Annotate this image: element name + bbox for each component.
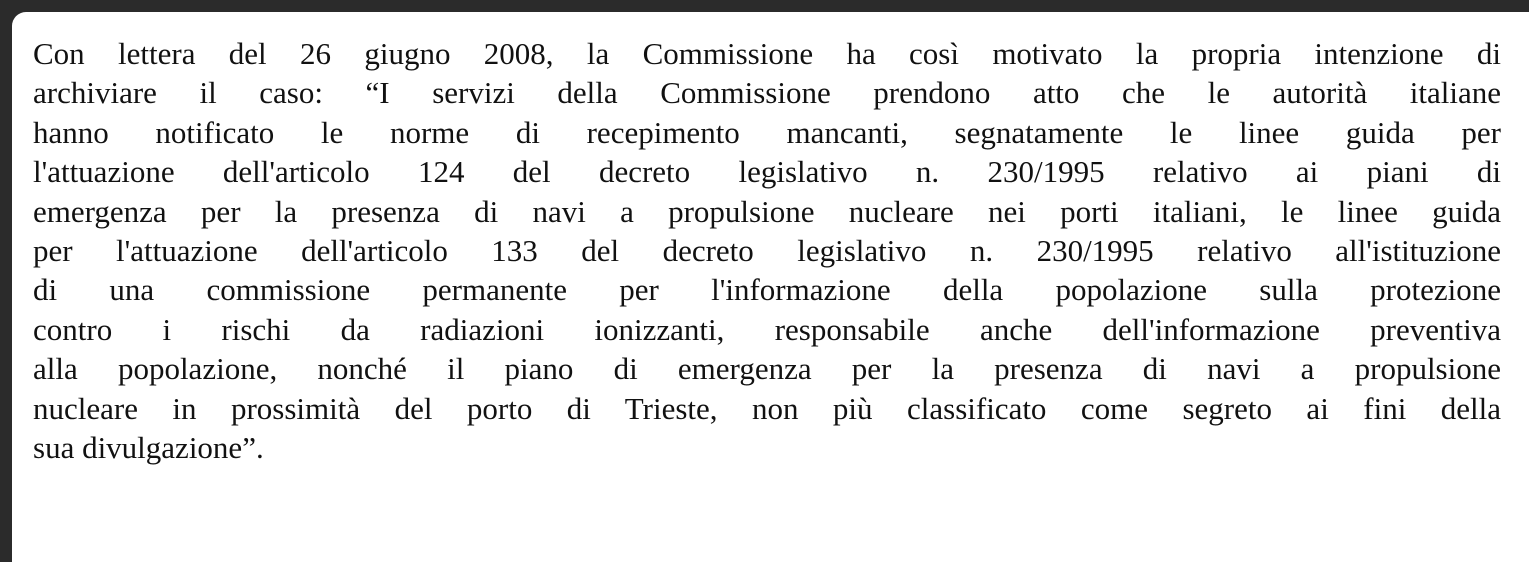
text-line: contro i rischi da radiazioni ionizzanti, responsabile anche dell'informazione preventiva bbox=[33, 311, 1501, 347]
text-line: hanno notificato le norme di recepimento mancanti, segnatamente le linee guida per bbox=[33, 114, 1501, 150]
text-line: archiviare il caso: “I servizi della Commissione prendono atto che le autorità italiane bbox=[33, 75, 1501, 111]
document-paragraph bbox=[33, 34, 1501, 467]
text-line: Con lettera del 26 giugno 2008, la Commissione ha così motivato la propria intenzione di bbox=[33, 36, 1501, 71]
text-line: sua divulgazione”. bbox=[33, 429, 264, 465]
text-line: per l'attuazione dell'articolo 133 del decreto legislativo n. 230/1995 relativo all'istituzione bbox=[33, 232, 1501, 268]
text-line: alla popolazione, nonché il piano di emergenza per la presenza di navi a propulsione bbox=[33, 351, 1501, 387]
document-page bbox=[12, 12, 1529, 562]
text-line: emergenza per la presenza di navi a propulsione nucleare nei porti italiani, le linee guida bbox=[33, 193, 1501, 229]
text-line: di una commissione permanente per l'informazione della popolazione sulla protezione bbox=[33, 272, 1501, 308]
text-line: l'attuazione dell'articolo 124 del decreto legislativo n. 230/1995 relativo ai piani di bbox=[33, 154, 1501, 190]
text-line: nucleare in prossimità del porto di Trieste, non più classificato come segreto ai fini della bbox=[33, 390, 1501, 426]
